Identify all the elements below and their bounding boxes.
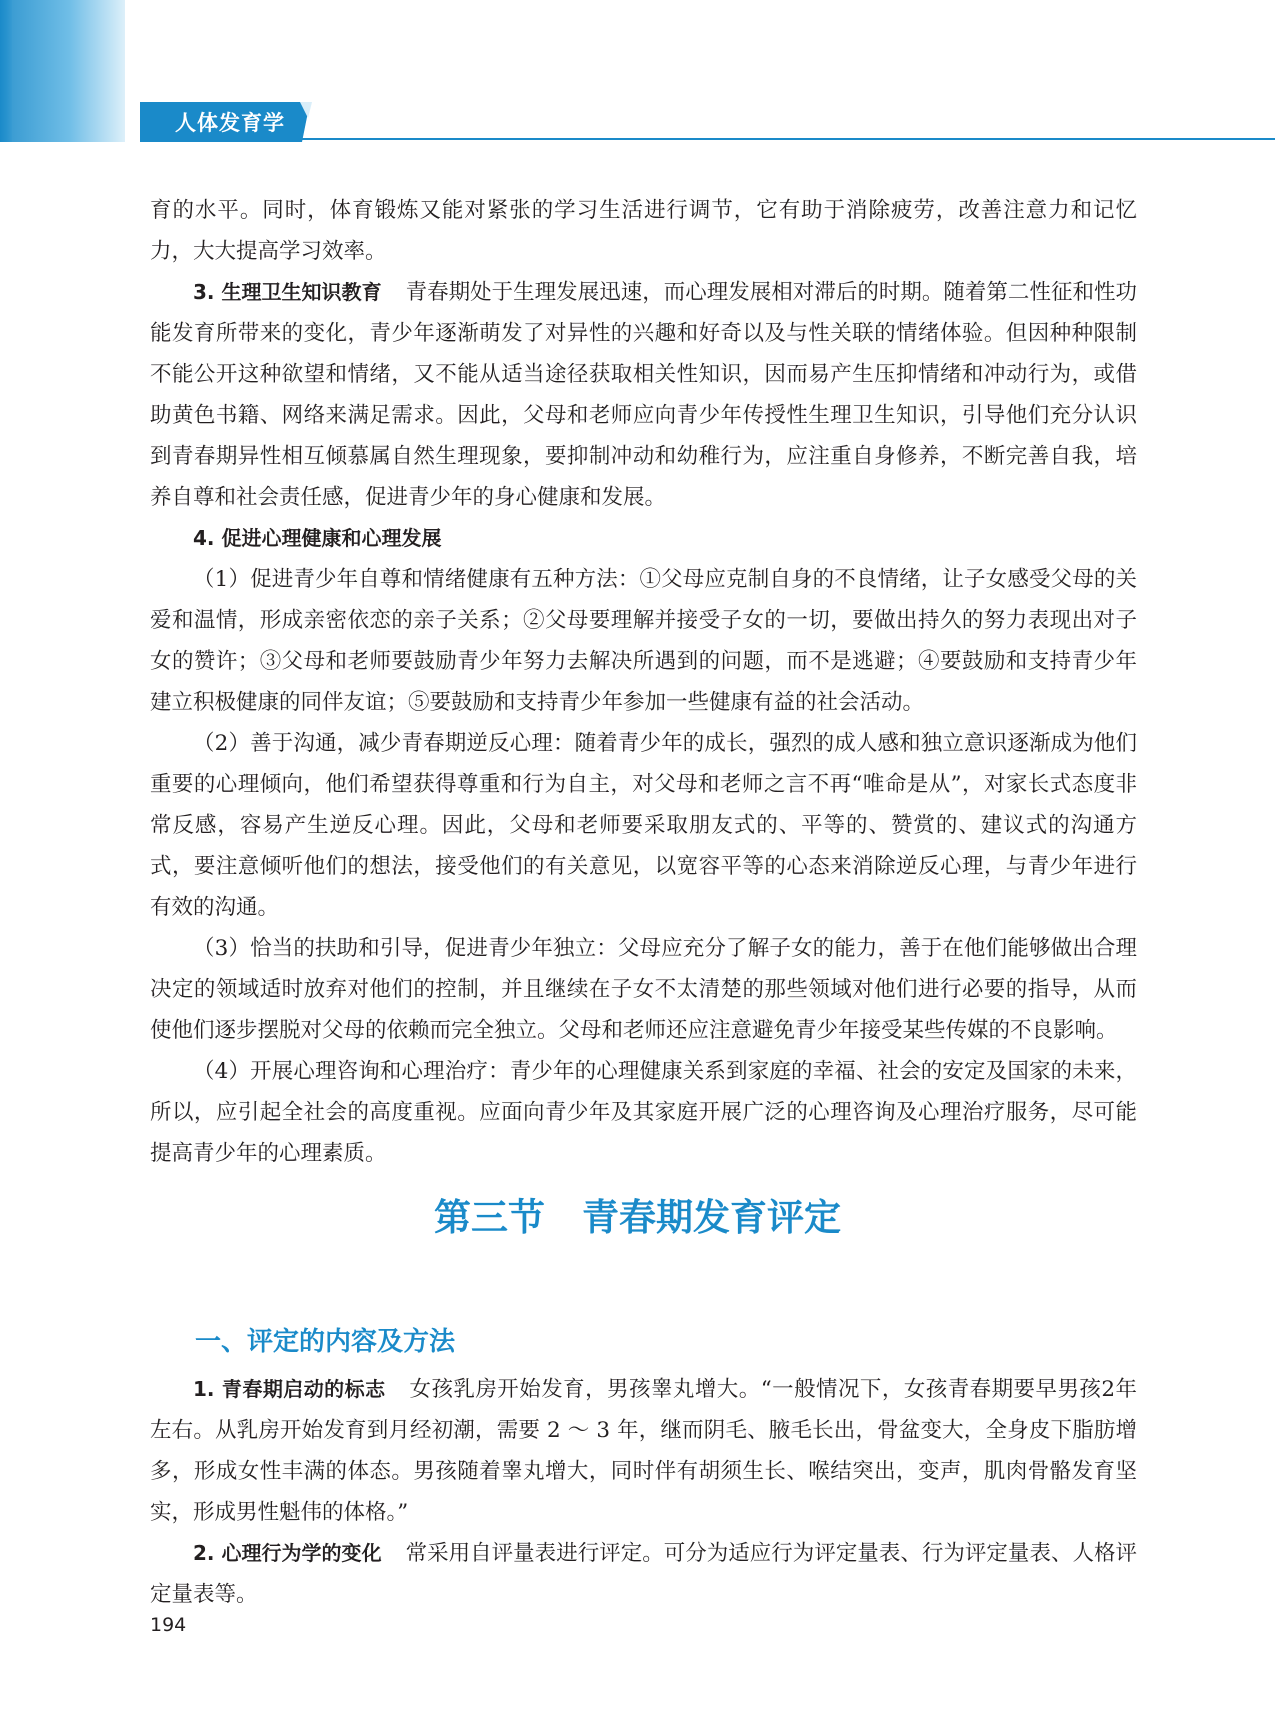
list-item-3: （3）恰当的扶助和引导，促进青少年独立：父母应充分了解子女的能力，善于在他们能够做出合理决定的领域适时放弃对他们的控制，并且继续在子女不太清楚的那些领域对他们进行必要的指导，从而使他们逐步摆脱对父母的依赖而完全独立。父母和老师还应注意避免青少年接受某些传媒的不良影响。 xyxy=(150,936,1137,1043)
subsection-title: 一、评定的内容及方法 xyxy=(195,1327,456,1357)
list-item-1: （1）促进青少年自尊和情绪健康有五种方法：①父母应克制自身的不良情绪，让子女感受父母的关爱和温情，形成亲密依恋的亲子关系；②父母要理解并接受子女的一切，要做出持久的努力表现出对子女的赞许；③父母和老师要鼓励青少年努力去解决所遇到的问题，而不是逃避；④要鼓励和支持青少年建立积极健康的同伴友谊；⑤要鼓励和支持青少年参加一些健康有益的社会活动。 xyxy=(150,567,1137,715)
list-item-2: （2）善于沟通，减少青春期逆反心理：随着青少年的成长，强烈的成人感和独立意识逐渐成为他们重要的心理倾向，他们希望获得尊重和行为自主，对父母和老师之言不再“唯命是从”，对家长式态度非常反感，容易产生逆反心理。因此，父母和老师要采取朋友式的、平等的、赞赏的、建议式的沟通方式，要注意倾听他们的想法，接受他们的有关意见，以宽容平等的心态来消除逆反心理，与青少年进行有效的沟通。 xyxy=(150,731,1137,920)
text-puberty-onset: 女孩乳房开始发育，男孩睾丸增大。“一般情况下，女孩青春期要早男孩2年左右。从乳房开始发育到月经初潮，需要 2 ～ 3 年，继而阴毛、腋毛长出，骨盆变大，全身皮下脂肪增多，形成女性丰满的体态。男孩随着睾丸增大，同时伴有胡须生长、喉结突出，变声，肌肉骨骼发育坚实，形成男性魁伟的体格。” xyxy=(150,1377,1137,1525)
header-rule xyxy=(140,138,1275,140)
body-text-bottom xyxy=(150,1369,1137,1615)
heading-mental-health: 4. 促进心理健康和心理发展 xyxy=(193,526,442,550)
running-header-title: 人体发育学 xyxy=(175,111,285,135)
paragraph-continued: 育的水平。同时，体育锻炼又能对紧张的学习生活进行调节，它有助于消除疲劳，改善注意力和记忆力，大大提高学习效率。 xyxy=(150,198,1137,264)
term-hygiene-education: 3. 生理卫生知识教育 xyxy=(193,280,382,304)
left-gradient-block xyxy=(0,0,125,142)
paragraph-behavior-change xyxy=(150,1533,1137,1615)
body-text-top xyxy=(150,190,1137,1174)
term-puberty-onset: 1. 青春期启动的标志 xyxy=(193,1377,386,1401)
paragraph-puberty-onset xyxy=(150,1369,1137,1533)
term-behavior-change: 2. 心理行为学的变化 xyxy=(193,1541,382,1565)
text-hygiene-education: 青春期处于生理发展迅速，而心理发展相对滞后的时期。随着第二性征和性功能发育所带来的变化，青少年逐渐萌发了对异性的兴趣和好奇以及与性关联的情绪体验。但因种种限制不能公开这种欲望和情绪，又不能从适当途径获取相关性知识，因而易产生压抑情绪和冲动行为，或借助黄色书籍、网络来满足需求。因此，父母和老师应向青少年传授性生理卫生知识，引导他们充分认识到青春期异性相互倾慕属自然生理现象，要抑制冲动和幼稚行为，应注重自身修养，不断完善自我，培养自尊和社会责任感，促进青少年的身心健康和发展。 xyxy=(150,280,1137,510)
list-item-4: （4）开展心理咨询和心理治疗：青少年的心理健康关系到家庭的幸福、社会的安定及国家的未来，所以，应引起全社会的高度重视。应面向青少年及其家庭开展广泛的心理咨询及心理治疗服务，尽可能提高青少年的心理素质。 xyxy=(150,1059,1137,1166)
section-title: 第三节 青春期发育评定 xyxy=(434,1196,841,1239)
page-number: 194 xyxy=(150,1614,187,1636)
paragraph-hygiene-education xyxy=(150,272,1137,518)
header-bar xyxy=(0,0,1275,142)
text-behavior-change: 常采用自评量表进行评定。可分为适应行为评定量表、行为评定量表、人格评定量表等。 xyxy=(150,1541,1137,1607)
